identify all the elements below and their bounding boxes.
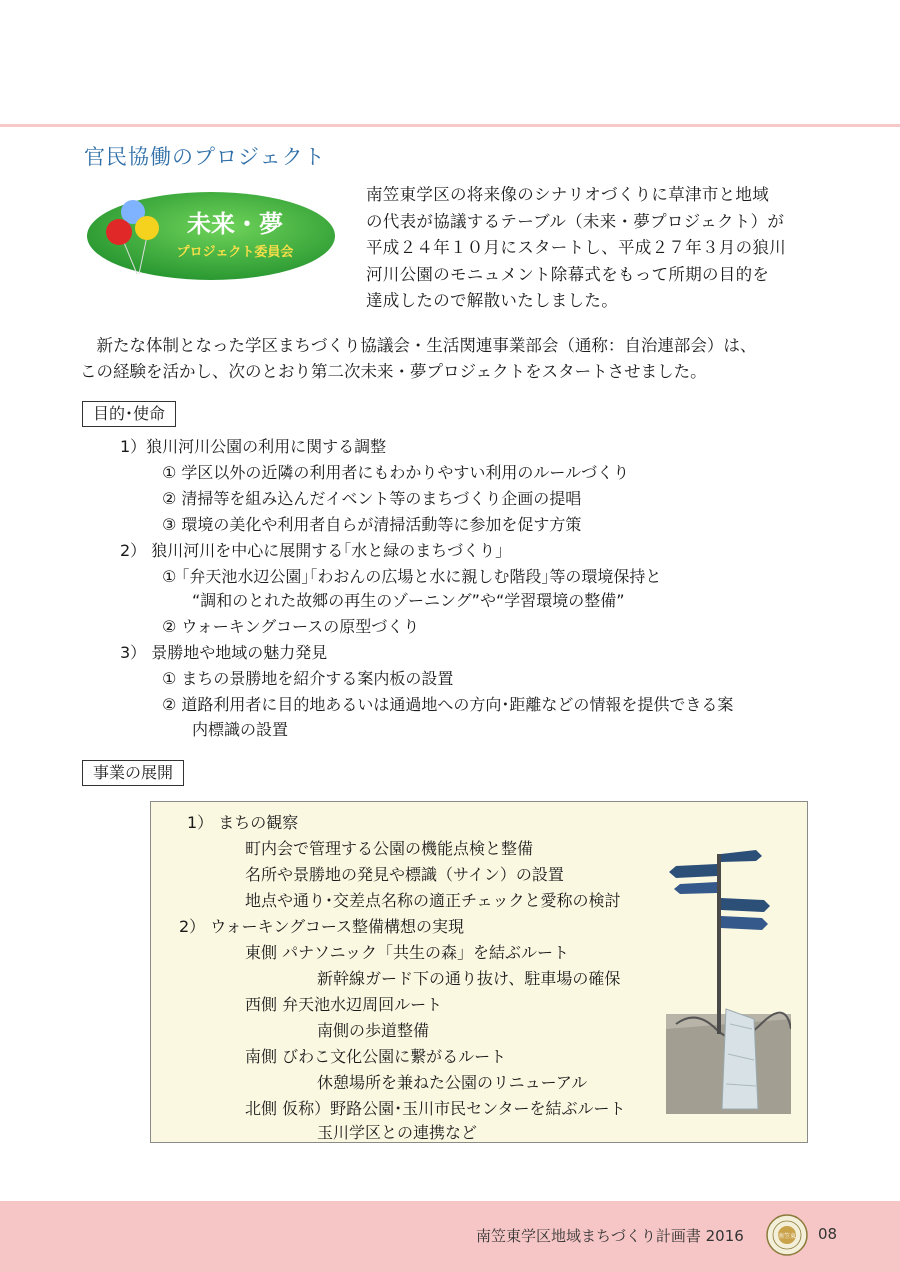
development-item: 南側の歩道整備	[317, 1021, 430, 1040]
development-item: 玉川学区との連携など	[317, 1123, 478, 1142]
development-item: 2） ウォーキングコース整備構想の実現	[179, 917, 465, 936]
development-item: 地点や通り･交差点名称の適正チェックと愛称の検討	[245, 891, 621, 910]
purpose-item: ① まちの景勝地を紹介する案内板の設置	[162, 669, 454, 688]
page-footer	[0, 1201, 900, 1272]
intro-line: 南笠東学区の将来像のシナリオづくりに草津市と地域	[366, 185, 770, 204]
project-logo	[85, 190, 337, 282]
development-item: 南側 びわこ文化公園に繋がるルート	[245, 1047, 507, 1066]
paragraph-line: この経験を活かし、次のとおり第二次未来・夢プロジェクトをスタートさせました。	[80, 362, 707, 381]
signpost-photo	[666, 824, 791, 1114]
development-item: 1） まちの観察	[187, 813, 299, 832]
logo-main-text: 未来・夢	[187, 210, 283, 238]
purpose-item: ① ｢弁天池水辺公園｣｢わおんの広場と水に親しむ階段｣等の環境保持と	[162, 567, 662, 586]
intro-line: の代表が協議するテーブル（未来・夢プロジェクト）が	[366, 211, 785, 231]
new-structure-paragraph	[80, 333, 825, 385]
purpose-item: ① 学区以外の近隣の利用者にもわかりやすい利用のルールづくり	[162, 463, 630, 482]
purpose-item: 内標識の設置	[192, 720, 289, 739]
development-item: 休憩場所を兼ねた公園のリニューアル	[317, 1073, 588, 1092]
section-title: 官民協働のプロジェクト	[84, 145, 326, 169]
development-item: 西側 弁天池水辺周回ルート	[245, 995, 443, 1014]
intro-line: 達成したので解散いたしました。	[366, 291, 618, 310]
development-item: 町内会で管理する公園の機能点検と整備	[245, 839, 534, 858]
purpose-item: 1）狼川河川公園の利用に関する調整	[120, 437, 387, 456]
seal-text: 南笠東	[777, 1233, 797, 1240]
development-item: 北側 仮称）野路公園･玉川市民センターを結ぶルート	[245, 1099, 626, 1118]
logo-sub-text: プロジェクト委員会	[176, 245, 294, 260]
purpose-heading: 目的･使命	[82, 401, 176, 427]
page-number: 08	[818, 1225, 838, 1243]
district-seal-icon	[766, 1214, 808, 1256]
development-item: 名所や景勝地の発見や標識（サイン）の設置	[245, 865, 564, 884]
balloon-red-icon	[106, 219, 132, 245]
intro-line: 平成２４年１０月にスタートし、平成２７年３月の狼川	[366, 238, 786, 257]
purpose-item: ③ 環境の美化や利用者自らが清掃活動等に参加を促す方策	[162, 515, 582, 534]
development-heading: 事業の展開	[82, 760, 184, 786]
purpose-item: ② 道路利用者に目的地あるいは通過地への方向･距離などの情報を提供できる案	[162, 695, 734, 714]
purpose-item: 2） 狼川河川を中心に展開する｢水と緑のまちづくり｣	[120, 541, 504, 560]
intro-paragraph	[366, 182, 826, 315]
development-item: 東側 パナソニック「共生の森」を結ぶルート	[245, 943, 569, 962]
development-panel	[150, 801, 808, 1143]
purpose-item: 3） 景勝地や地域の魅力発見	[120, 643, 328, 662]
purpose-item: ② 清掃等を組み込んだイベント等のまちづくり企画の提唱	[162, 489, 582, 508]
balloon-yellow-icon	[135, 216, 159, 240]
footer-title: 南笠東学区地域まちづくり計画書 2016	[476, 1227, 744, 1245]
purpose-item: ② ウォーキングコースの原型づくり	[162, 617, 420, 636]
development-item: 新幹線ガード下の通り抜け、駐車場の確保	[317, 969, 621, 988]
purpose-item: “調和のとれた故郷の再生のゾーニング”や“学習環境の整備”	[192, 591, 625, 610]
top-divider	[0, 124, 900, 127]
paragraph-line: 新たな体制となった学区まちづくり協議会・生活関連事業部会（通称：自治連部会）は、	[80, 336, 757, 355]
intro-line: 河川公園のモニュメント除幕式をもって所期の目的を	[366, 264, 770, 284]
